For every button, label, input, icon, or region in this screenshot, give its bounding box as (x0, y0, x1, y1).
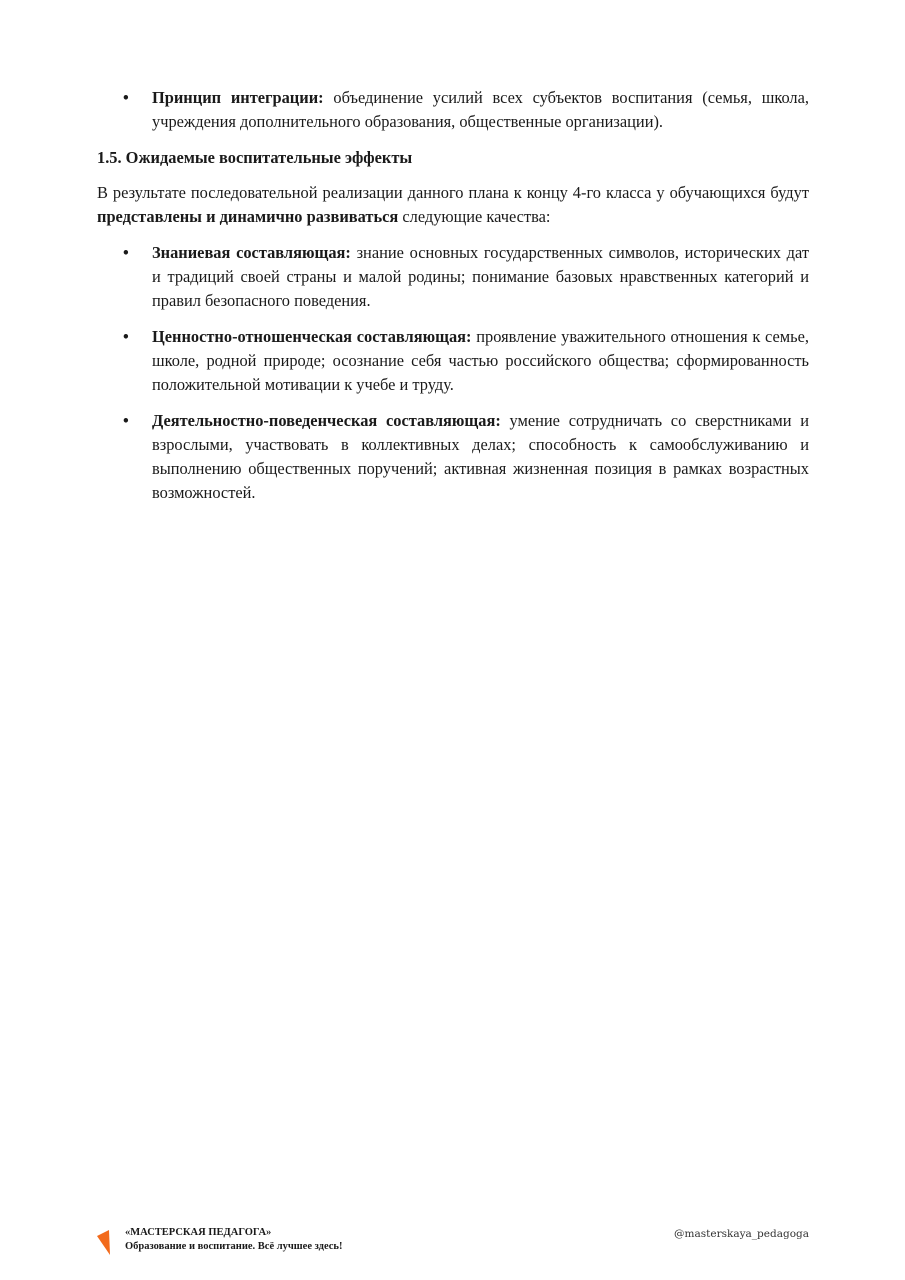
list-item (97, 241, 809, 313)
item-term: Принцип интеграции: (152, 88, 324, 107)
list-item (97, 325, 809, 397)
paragraph-emphasis: представлены и динамично развиваться (97, 207, 399, 226)
footer-social-handle[interactable]: @masterskaya_pedagoga (674, 1228, 809, 1240)
section-paragraph (97, 181, 809, 229)
item-text: умение сотрудничать со сверстниками и взрослыми, участвовать в коллективных делах; способность к самообслуживанию и выполнению общественных поручений; активная жизненная позиция в рамках возрастных возможностей. (152, 411, 809, 502)
footer-tagline: Образование и воспитание. Всё лучшее здесь! (125, 1241, 343, 1252)
item-text: проявление уважительного отношения к семье, школе, родной природе; осознание себя частью российского общества; сформированность положительной мотивации к учебе и труду. (152, 327, 809, 394)
document-page (97, 86, 809, 517)
item-text: объединение усилий всех субъектов воспитания (семья, школа, учреждения дополнительного образования, общественные организации). (152, 88, 809, 131)
effects-list (97, 241, 809, 505)
item-text: знание основных государственных символов, исторических дат и традиций своей страны и малой родины; понимание базовых нравственных категорий и правил безопасного поведения. (152, 243, 809, 310)
footer-brand: «МАСТЕРСКАЯ ПЕДАГОГА» (125, 1227, 272, 1238)
paragraph-text-after: следующие качества: (398, 207, 551, 226)
list-item (97, 409, 809, 505)
item-term: Знаниевая составляющая: (152, 243, 351, 262)
item-term: Ценностно-отношенческая составляющая: (152, 327, 472, 346)
bullet-icon: • (123, 243, 129, 262)
bullet-icon: • (123, 327, 129, 346)
bullet-icon: • (123, 88, 129, 107)
paragraph-text-before: В результате последовательной реализации данного плана к концу 4-го класса у обучающихся будут (97, 183, 809, 202)
orange-triangle-logo-icon (97, 1230, 111, 1255)
item-term: Деятельностно-поведенческая составляющая: (152, 411, 501, 430)
page-footer (97, 1226, 809, 1258)
list-item (97, 86, 809, 134)
principles-list (97, 86, 809, 134)
section-heading: 1.5. Ожидаемые воспитательные эффекты (97, 148, 413, 167)
bullet-icon: • (123, 411, 129, 430)
footer-brand-block (125, 1226, 342, 1254)
